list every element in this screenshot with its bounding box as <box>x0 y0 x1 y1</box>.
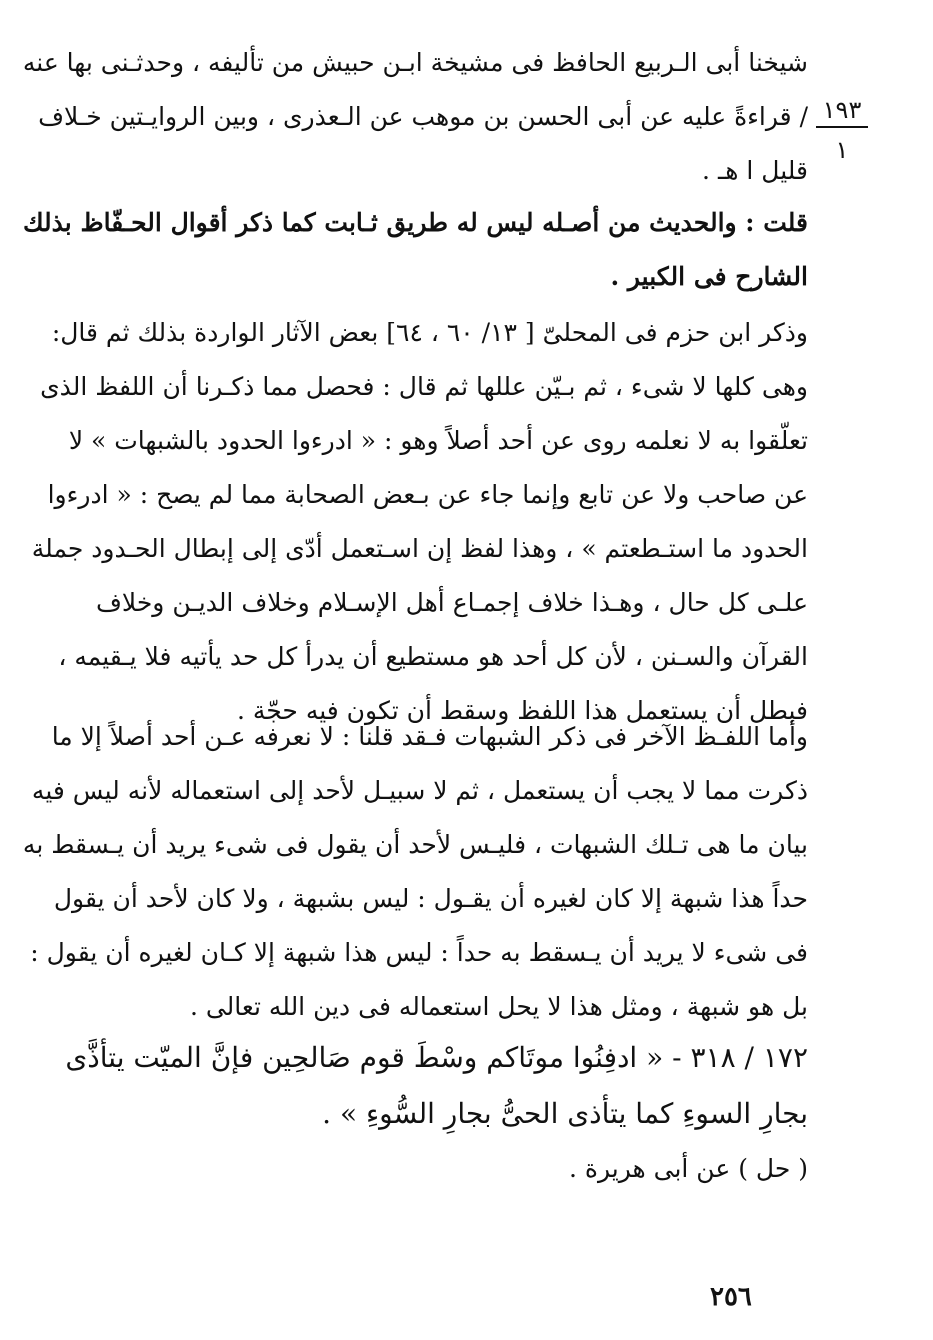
text-line: بيان ما هى تـلك الشبهات ، فليـس لأحد أن يقول فى شىء يريد أن يـسقط به <box>22 830 808 859</box>
paragraph-2 <box>22 196 808 304</box>
hadith-source <box>96 1142 808 1196</box>
text-line: بل هو شبهة ، ومثل هذا لا يحل استعماله فى دين الله تعالى . <box>189 992 808 1021</box>
text-line: عن صاحب ولا عن تابع وإنما جاء عن بـعض الصحابة مما لم يصح : « ادرءوا <box>47 480 808 509</box>
text-line: علـى كل حال ، وهـذا خلاف إجمـاع أهل الإسـلام وخلاف الديـن وخلاف <box>96 588 808 617</box>
text-line: / قراءةً عليه عن أبى الحسن بن موهب عن الـعذرى ، وبين الروايـتين خـلاف <box>38 102 808 131</box>
text-line: الشارح فى الكبير . <box>610 262 808 291</box>
margin-page-sub: ١ <box>835 136 849 164</box>
paragraph-3 <box>31 306 808 738</box>
text-line: شيخنا أبى الـربيع الحافظ فى مشيخة ابـن حبيش من تأليفه ، وحدثـنى بها عنه <box>22 48 808 77</box>
text-line: حداً هذا شبهة إلا كان لغيره أن يقـول : ليس بشبهة ، ولا كان لأحد أن يقول <box>53 884 808 913</box>
hadith-line: بجارِ السوءِ كما يتأذى الحىُّ بجارِ السُّوءِ » . <box>322 1097 808 1130</box>
margin-page-number: ١٩٣ <box>816 96 868 128</box>
text-line: فى شىء لا يريد أن يـسقط به حداً : ليس هذا شبهة إلا كـان لغيره أن يقول : <box>30 938 808 967</box>
text-line: قليل ا هـ . <box>702 156 808 185</box>
margin-page-reference <box>816 96 868 164</box>
text-line: وهى كلها لا شىء ، ثم بـيّن عللها ثم قال : فحصل مما ذكـرنا أن اللفظ الذى <box>40 372 808 401</box>
source-text: ( حل ) عن أبى هريرة . <box>568 1154 808 1183</box>
hadith-line: ١٧٢ / ٣١٨ - « ادفِنُوا موتَاكم وسْطَ قوم صَالحِين فإنَّ الميّت يتأذَّى <box>65 1041 808 1074</box>
text-line: وأما اللفـظ الآخر فى ذكر الشبهات فـقد قلنا : لا نعرفه عـن أحد أصلاً إلا ما <box>51 722 808 751</box>
page-number: ٢٥٦ <box>710 1282 752 1312</box>
text-line: الحدود ما استـطعتم » ، وهذا لفظ إن اسـتعمل أدّى إلى إبطال الحـدود جملة <box>31 534 808 563</box>
text-line: تعلّقوا به لا نعلمه روى عن أحد أصلاً وهو : « ادرءوا الحدود بالشبهات » لا <box>68 426 808 455</box>
paragraph-4 <box>22 710 808 1034</box>
paragraph-1 <box>22 36 808 198</box>
hadith-entry <box>65 1030 808 1142</box>
text-line: فبطل أن يستعمل هذا اللفظ وسقط أن تكون فيه حجّة . <box>236 696 808 725</box>
text-line: ذكرت مما لا يجب أن يستعمل ، ثم لا سبيـل لأحد إلى استعماله لأنه ليس فيه <box>31 776 808 805</box>
text-line: وذكر ابن حزم فى المحلىّ [ ١٣/ ٦٠ ، ٦٤] بعض الآثار الواردة بذلك ثم قال: <box>51 318 808 347</box>
text-line: قلت : والحديث من أصـله ليس له طريق ثـابت كما ذكر أقوال الحـفّاظ بذلك <box>22 208 808 237</box>
text-line: القرآن والسـنن ، لأن كل أحد هو مستطيع أن يدرأ كل حد يأتيه فلا يـقيمه ، <box>58 642 808 671</box>
